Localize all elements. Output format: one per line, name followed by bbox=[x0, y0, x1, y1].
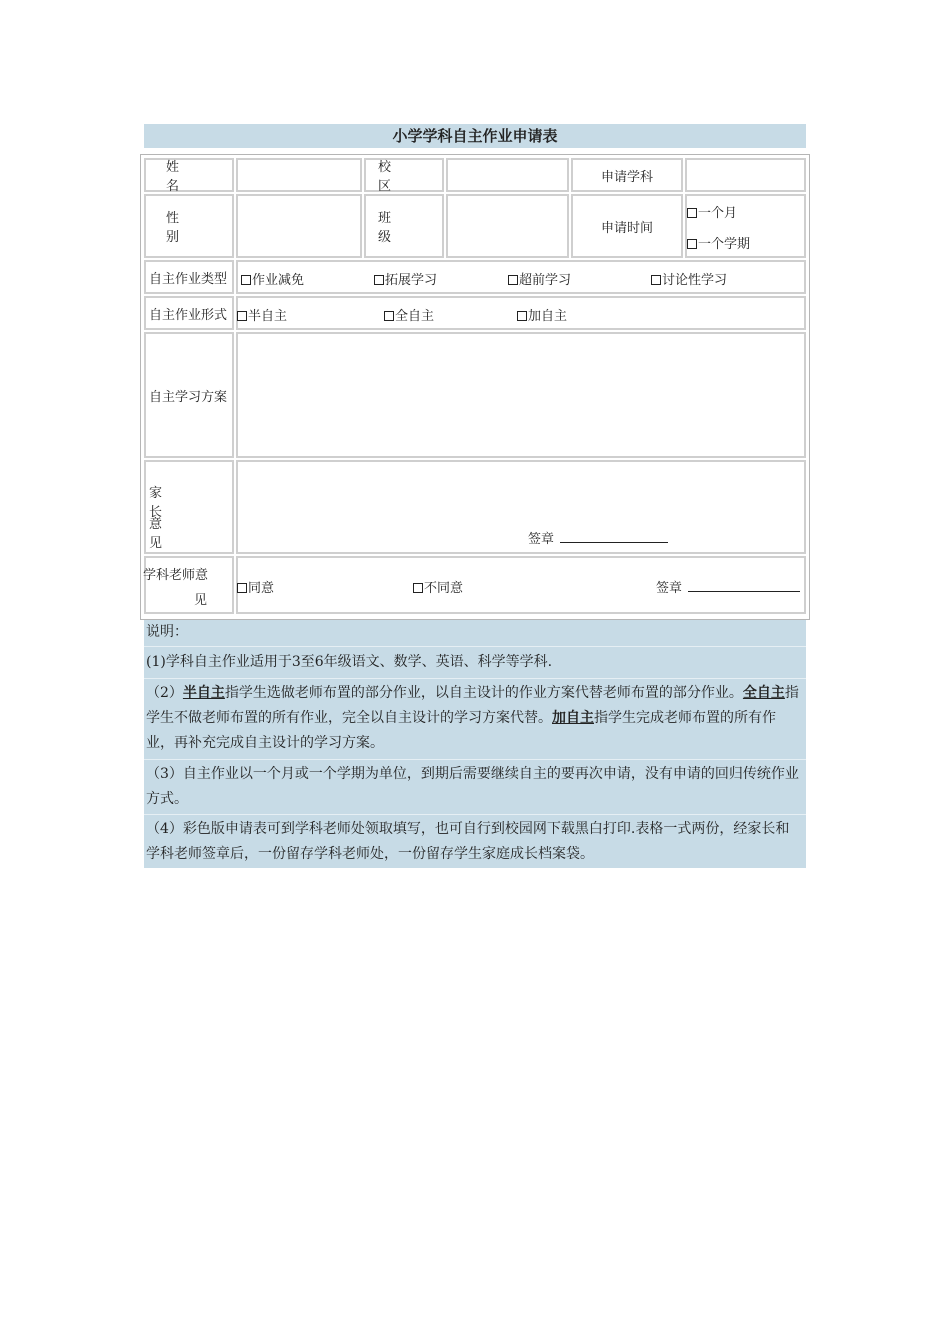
checkbox-icon bbox=[508, 275, 518, 285]
teacher-label-line-1: 学科老师意 bbox=[143, 568, 209, 583]
gender-field[interactable] bbox=[236, 194, 362, 258]
form-type-label-cell bbox=[144, 296, 234, 330]
teacher-signature[interactable]: 签章 bbox=[656, 577, 800, 596]
checkbox-icon bbox=[384, 311, 394, 321]
checkbox-icon bbox=[413, 583, 423, 593]
type-option-discuss[interactable]: 讨论性学习 bbox=[651, 269, 727, 288]
campus-field[interactable] bbox=[446, 158, 569, 192]
signature-line bbox=[560, 541, 668, 543]
parent-label-cell bbox=[144, 460, 234, 554]
application-form bbox=[140, 154, 810, 620]
type-option-extend[interactable]: 拓展学习 bbox=[374, 269, 437, 288]
type-option-reduce[interactable]: 作业减免 bbox=[241, 269, 304, 288]
checkbox-icon bbox=[517, 311, 527, 321]
teacher-opinion-cell bbox=[236, 556, 806, 614]
teacher-option-agree[interactable]: 同意 bbox=[237, 577, 274, 596]
form-option-plus[interactable]: 加自主 bbox=[517, 305, 567, 324]
type-options-cell bbox=[236, 260, 806, 294]
divider bbox=[144, 646, 806, 647]
form-option-semi[interactable]: 半自主 bbox=[237, 305, 287, 324]
type-label-cell bbox=[144, 260, 234, 294]
class-label: 班级 bbox=[378, 211, 416, 245]
parent-label-line-2: 意见 bbox=[149, 517, 231, 551]
gender-label: 性别 bbox=[166, 211, 204, 245]
teacher-label-cell bbox=[144, 556, 234, 614]
name-field[interactable] bbox=[236, 158, 362, 192]
parent-label-line-1: 家长 bbox=[149, 486, 231, 520]
teacher-label-line-2: 见 bbox=[194, 593, 208, 608]
signature-line bbox=[688, 590, 800, 592]
teacher-option-disagree[interactable]: 不同意 bbox=[413, 577, 463, 596]
parent-opinion-field[interactable] bbox=[236, 460, 806, 554]
subject-label: 申请学科 bbox=[601, 169, 654, 185]
divider bbox=[144, 759, 806, 760]
form-options-cell bbox=[236, 296, 806, 330]
term-plus-autonomous: 加自主 bbox=[552, 710, 594, 726]
checkbox-icon bbox=[687, 208, 697, 218]
checkbox-icon bbox=[237, 311, 247, 321]
name-label: 姓名 bbox=[166, 160, 204, 194]
term-full-autonomous: 全自主 bbox=[742, 685, 785, 701]
period-option-month[interactable]: 一个月 bbox=[687, 202, 737, 221]
plan-field[interactable] bbox=[236, 332, 806, 458]
term-semi-autonomous: 半自主 bbox=[182, 685, 225, 701]
period-options-cell bbox=[685, 194, 806, 258]
checkbox-icon bbox=[237, 583, 247, 593]
period-label-cell bbox=[571, 194, 683, 258]
divider bbox=[144, 814, 806, 815]
form-title: 小学学科自主作业申请表 bbox=[144, 124, 806, 148]
checkbox-icon bbox=[651, 275, 661, 285]
checkbox-icon bbox=[687, 239, 697, 249]
period-option-semester[interactable]: 一个学期 bbox=[687, 233, 750, 252]
subject-label-cell bbox=[571, 158, 683, 192]
notes-section bbox=[144, 620, 806, 868]
checkbox-icon bbox=[374, 275, 384, 285]
plan-label-cell bbox=[144, 332, 234, 458]
checkbox-icon bbox=[241, 275, 251, 285]
notes-heading: 说明： bbox=[146, 624, 188, 640]
campus-label: 校区 bbox=[378, 160, 416, 194]
period-label: 申请时间 bbox=[601, 220, 654, 236]
type-option-advance[interactable]: 超前学习 bbox=[508, 269, 571, 288]
note-1: (1)学科自主作业适用于3至6年级语文、数学、英语、科学等学科. bbox=[146, 654, 553, 670]
form-option-full[interactable]: 全自主 bbox=[384, 305, 434, 324]
name-label-cell bbox=[144, 158, 234, 192]
divider bbox=[144, 678, 806, 679]
note-3: （3）自主作业以一个月或一个学期为单位，到期后需要继续自主的要再次申请，没有申请的回归传统作业方式。 bbox=[146, 766, 799, 807]
note-2: （2）半自主指学生选做老师布置的部分作业，以自主设计的作业方案代替老师布置的部分作业。全自主指学生不做老师布置的所有作业，完全以自主设计的学习方案代替。加自主指学生完成老师布置的所有作业，再补充完成自主设计的学习方案。 bbox=[146, 685, 799, 751]
type-label: 自主作业类型 bbox=[149, 271, 228, 287]
gender-label-cell bbox=[144, 194, 234, 258]
subject-field[interactable] bbox=[685, 158, 806, 192]
class-field[interactable] bbox=[446, 194, 569, 258]
parent-signature[interactable]: 签章 bbox=[528, 528, 668, 547]
plan-label: 自主学习方案 bbox=[149, 389, 228, 405]
class-label-cell bbox=[364, 194, 444, 258]
form-type-label: 自主作业形式 bbox=[149, 307, 228, 323]
note-4: （4）彩色版申请表可到学科老师处领取填写，也可自行到校园网下载黑白打印.表格一式两份，经家长和学科老师签章后，一份留存学科老师处，一份留存学生家庭成长档案袋。 bbox=[146, 821, 790, 862]
campus-label-cell bbox=[364, 158, 444, 192]
